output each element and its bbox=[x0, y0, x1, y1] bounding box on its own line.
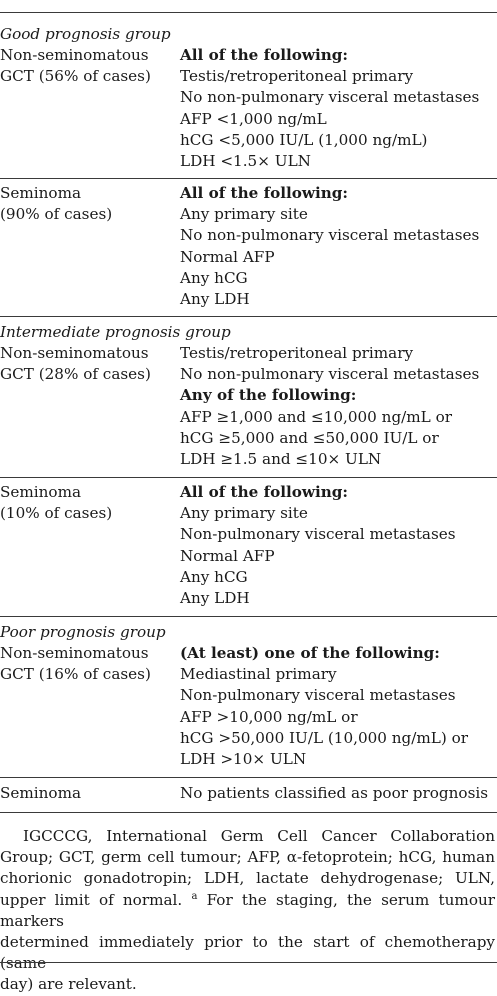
criteria-good-seminoma bbox=[180, 183, 479, 310]
criteria-item: Any LDH bbox=[180, 588, 250, 607]
row-label-line: Seminoma bbox=[0, 784, 82, 802]
table-footnote bbox=[0, 826, 495, 996]
criteria-heading: All of the following: bbox=[180, 46, 349, 64]
footnote-bottom-rule bbox=[0, 962, 497, 963]
criteria-intermediate-nonseminomatous bbox=[180, 343, 479, 470]
criteria-item: No non-pulmonary visceral metastases bbox=[180, 226, 480, 245]
criteria-item: LDH <1.5× ULN bbox=[180, 151, 311, 170]
group-title-good: Good prognosis group bbox=[0, 25, 171, 43]
criteria-item: hCG >50,000 IU/L (10,000 ng/mL) or bbox=[180, 728, 469, 747]
criteria-item: hCG ≥5,000 and ≤50,000 IU/L or bbox=[180, 428, 439, 447]
row-label-line: Seminoma bbox=[0, 483, 82, 501]
criteria-item: AFP ≥1,000 and ≤10,000 ng/mL or bbox=[180, 407, 453, 426]
row-divider bbox=[0, 477, 497, 478]
row-label-line: GCT (28% of cases) bbox=[0, 365, 151, 384]
row-label-line: (90% of cases) bbox=[0, 205, 113, 224]
criteria-poor-seminoma bbox=[180, 783, 488, 804]
footnote-line: Group; GCT, germ cell tumour; AFP, α-fetoprotein; hCG, human bbox=[0, 848, 495, 867]
criteria-item: hCG <5,000 IU/L (1,000 ng/mL) bbox=[180, 130, 428, 149]
criteria-item: No patients classified as poor prognosis bbox=[180, 784, 489, 802]
criteria-item: Non-pulmonary visceral metastases bbox=[180, 525, 456, 544]
criteria-item: Normal AFP bbox=[180, 546, 275, 565]
criteria-intermediate-seminoma bbox=[180, 482, 456, 609]
row-label-line: Non-seminomatous bbox=[0, 46, 149, 64]
group-title-poor: Poor prognosis group bbox=[0, 623, 166, 641]
row-divider bbox=[0, 777, 497, 778]
criteria-item: Testis/retroperitoneal primary bbox=[180, 67, 414, 86]
criteria-heading: Any of the following: bbox=[180, 386, 357, 405]
criteria-item: LDH >10× ULN bbox=[180, 749, 307, 768]
row-label-poor-seminoma bbox=[0, 783, 81, 804]
criteria-item: No non-pulmonary visceral metastases bbox=[180, 365, 480, 384]
criteria-item: Any hCG bbox=[180, 567, 248, 586]
row-label-line: GCT (16% of cases) bbox=[0, 665, 151, 684]
group-divider bbox=[0, 616, 497, 617]
criteria-item: No non-pulmonary visceral metastases bbox=[180, 88, 480, 107]
group-divider bbox=[0, 316, 497, 317]
criteria-good-nonseminomatous bbox=[180, 45, 479, 172]
footnote-line: day) are relevant. bbox=[0, 975, 137, 994]
criteria-poor-nonseminomatous bbox=[180, 643, 468, 770]
footnote-line: chorionic gonadotropin; LDH, lactate dehydrogenase; ULN, bbox=[0, 869, 495, 888]
criteria-heading: All of the following: bbox=[180, 184, 349, 202]
table-bottom-rule bbox=[0, 812, 497, 813]
criteria-item: Testis/retroperitoneal primary bbox=[180, 344, 414, 362]
footnote-line bbox=[0, 890, 495, 932]
footnote-line: determined immediately prior to the start of chemotherapy (same bbox=[0, 933, 495, 973]
criteria-item: Any primary site bbox=[180, 504, 308, 523]
criteria-heading: (At least) one of the following: bbox=[180, 644, 440, 662]
row-label-poor-nonseminomatous bbox=[0, 643, 151, 685]
criteria-item: AFP >10,000 ng/mL or bbox=[180, 707, 358, 726]
criteria-item: Any primary site bbox=[180, 205, 308, 224]
criteria-item: Normal AFP bbox=[180, 247, 275, 266]
criteria-item: Any LDH bbox=[180, 289, 250, 308]
row-label-line: GCT (56% of cases) bbox=[0, 67, 151, 86]
criteria-item: Non-pulmonary visceral metastases bbox=[180, 686, 456, 705]
row-label-line: Non-seminomatous bbox=[0, 644, 149, 662]
footnote-line: IGCCCG, International Germ Cell Cancer Collaboration bbox=[23, 827, 495, 845]
footnote-marker: a bbox=[191, 890, 198, 902]
group-title-intermediate: Intermediate prognosis group bbox=[0, 323, 231, 341]
criteria-item: LDH ≥1.5 and ≤10× ULN bbox=[180, 449, 382, 468]
row-label-good-nonseminomatous bbox=[0, 45, 151, 87]
criteria-heading: All of the following: bbox=[180, 483, 349, 501]
footnote-line-part: upper limit of normal. bbox=[0, 890, 183, 909]
row-label-line: Non-seminomatous bbox=[0, 344, 149, 362]
table-top-rule bbox=[0, 12, 497, 13]
row-divider bbox=[0, 178, 497, 179]
criteria-item: Any hCG bbox=[180, 268, 248, 287]
row-label-good-seminoma bbox=[0, 183, 112, 225]
criteria-item: Mediastinal primary bbox=[180, 665, 337, 684]
criteria-item: AFP <1,000 ng/mL bbox=[180, 109, 327, 128]
row-label-line: (10% of cases) bbox=[0, 504, 113, 523]
row-label-intermediate-nonseminomatous bbox=[0, 343, 151, 385]
row-label-line: Seminoma bbox=[0, 184, 82, 202]
row-label-intermediate-seminoma bbox=[0, 482, 112, 524]
footnote-line-part: For the staging, the serum tumour markers bbox=[0, 890, 495, 930]
